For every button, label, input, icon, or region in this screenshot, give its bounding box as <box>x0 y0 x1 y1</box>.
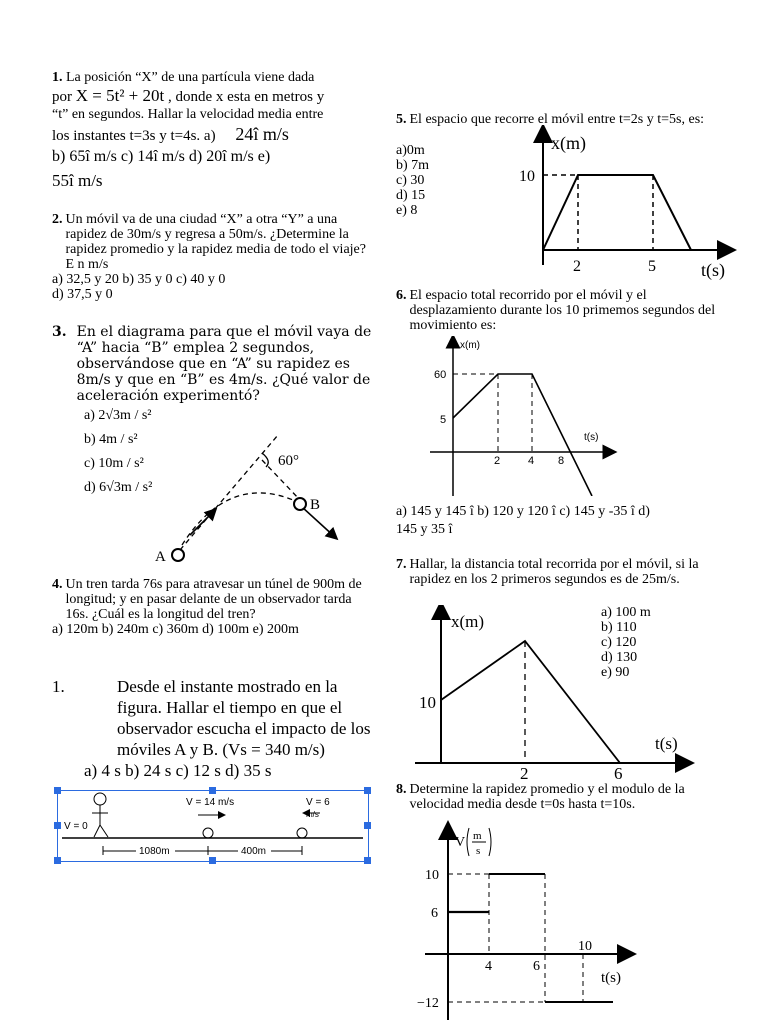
q1-formula: X = 5t² + 20t <box>75 86 165 105</box>
q-last-options: a) 4 s b) 24 s c) 12 s d) 35 s <box>84 761 272 780</box>
q3-option-a: a) 2√3m / s² <box>84 408 152 423</box>
q5-options: a)0m b) 7m c) 30 d) 15 e) 8 <box>396 143 430 218</box>
q1 <box>52 70 382 195</box>
svg-text:s: s <box>476 845 481 857</box>
q-last-number: 1. <box>52 677 65 696</box>
q8 <box>396 782 722 812</box>
q2-text: Un móvil va de una ciudad “X” a otra “Y” a una rapidez de 30m/s y regresa a 50m/s. ¿Determine la rapidez promedio y la rapidez media de todo el viaje? E n m/s <box>65 212 366 272</box>
q7-options: a) 100 m b) 110 c) 120 d) 130 e) 90 <box>601 605 651 680</box>
q3-angle-arc <box>262 453 268 467</box>
q3-point-b <box>294 498 306 510</box>
q4-number: 4. <box>52 577 63 592</box>
resize-handle-tm[interactable] <box>209 787 216 794</box>
q3-trajectory <box>182 493 300 545</box>
svg-text:V: V <box>455 835 466 850</box>
svg-text:4: 4 <box>485 959 492 974</box>
q-last <box>52 676 376 781</box>
resize-handle-bm[interactable] <box>209 857 216 864</box>
q5-text: El espacio que recorre el móvil entre t=2s y t=5s, es: <box>409 112 705 127</box>
q6-text: El espacio total recorrido por el móvil y el desplazamiento durante los 10 primemos segundos del movimiento es: <box>409 288 716 333</box>
q3-text: En el diagrama para que el móvil vaya de “A” hacia “B” emplea 2 segundos, observándose que en “A” su rapidez es 8m/s y que en “B” es 4m/s. ¿Qué valor de aceleración experimentó? <box>76 324 372 404</box>
q1-line6: 55î m/s <box>52 171 103 190</box>
svg-text:V = 14 m/s: V = 14 m/s <box>186 797 235 808</box>
svg-text:400m: 400m <box>241 846 267 857</box>
svg-text:t(s): t(s) <box>601 970 621 986</box>
svg-text:5: 5 <box>648 258 656 275</box>
q3-angle-label: 60° <box>278 453 299 469</box>
q3-number: 3. <box>52 324 67 340</box>
q6-answers: a) 145 y 145 î b) 120 y 120 î c) 145 y -35 î d) 145 y 35 î <box>396 504 650 537</box>
q1-line3: “t” en segundos. Hallar la velocidad media entre <box>52 107 324 122</box>
svg-text:m: m <box>473 830 482 842</box>
q4 <box>52 577 376 637</box>
q3-option-b: b) 4m / s² <box>84 432 138 447</box>
q-last-figure-drawing <box>58 791 368 861</box>
q7-text: Hallar, la distancia total recorrida por el móvil, si la rapidez en los 2 primeros segundos es de 25m/s. <box>409 557 699 587</box>
q1-line1: 1. La posición “X” de una partícula viene dada <box>52 70 315 85</box>
q1-line2: por X = 5t² + 20t , donde x esta en metros y <box>52 86 325 105</box>
q3-label-a: A <box>155 549 166 565</box>
q2-number: 2. <box>52 212 63 227</box>
q7 <box>396 557 722 587</box>
svg-text:1080m: 1080m <box>139 846 170 857</box>
q6-graph <box>410 336 620 496</box>
q6-number: 6. <box>396 288 407 303</box>
q3-diagram <box>150 415 370 570</box>
q1-line5: b) 65î m/s c) 14î m/s d) 20î m/s e) <box>52 148 271 165</box>
q5-graph <box>505 125 745 285</box>
svg-text:6: 6 <box>533 959 540 974</box>
resize-handle-bl[interactable] <box>54 857 61 864</box>
q3-velocity-a-arrow <box>190 510 215 535</box>
q-last-figure[interactable] <box>57 790 369 862</box>
svg-text:8: 8 <box>558 455 565 467</box>
q8-text: Determine la rapidez promedio y el modulo de la velocidad media desde t=0s hasta t=10s. <box>409 782 685 812</box>
q7-number: 7. <box>396 557 407 572</box>
svg-text:6: 6 <box>431 906 438 921</box>
svg-text:x(m): x(m) <box>460 340 480 351</box>
svg-text:x(m): x(m) <box>551 133 586 153</box>
q3 <box>52 324 374 404</box>
q1-number: 1. <box>52 70 63 85</box>
svg-text:10: 10 <box>519 168 535 185</box>
svg-text:2: 2 <box>520 764 529 783</box>
svg-text:2: 2 <box>573 258 581 275</box>
resize-handle-ml[interactable] <box>54 822 61 829</box>
svg-text:6: 6 <box>614 764 623 783</box>
svg-text:2: 2 <box>494 455 501 467</box>
q6 <box>396 288 722 333</box>
q-last-text: Desde el instante mostrado en la figura. Hallar el tiempo en que el observador escucha el impacto de los móviles A y B. (Vs = 340 m/s) <box>117 677 371 759</box>
q3-label-b: B <box>310 497 321 513</box>
q2 <box>52 212 377 302</box>
svg-text:V = 0: V = 0 <box>64 821 88 832</box>
q1-line4: los instantes t=3s y t=4s. a) 24î m/s <box>52 124 289 144</box>
q3-option-d: d) 6√3m / s² <box>84 480 153 495</box>
q8-graph <box>415 820 645 1024</box>
q7-graph <box>415 605 695 785</box>
svg-text:60: 60 <box>434 369 447 381</box>
q5-number: 5. <box>396 112 407 127</box>
q2-options-2: d) 37,5 y 0 <box>52 287 113 302</box>
svg-text:t(s): t(s) <box>584 432 599 443</box>
svg-text:V = 6: V = 6 <box>306 797 330 808</box>
q4-options: a) 120m b) 240m c) 360m d) 100m e) 200m <box>52 622 299 637</box>
resize-handle-tl[interactable] <box>54 787 61 794</box>
svg-text:10: 10 <box>578 939 592 954</box>
resize-handle-mr[interactable] <box>364 822 371 829</box>
svg-text:−12: −12 <box>417 996 439 1011</box>
svg-text:5: 5 <box>440 414 447 426</box>
q2-options-1: a) 32,5 y 20 b) 35 y 0 c) 40 y 0 <box>52 272 226 287</box>
resize-handle-br[interactable] <box>364 857 371 864</box>
svg-text:t(s): t(s) <box>701 260 725 280</box>
svg-text:10: 10 <box>419 693 436 712</box>
svg-text:4: 4 <box>528 455 535 467</box>
svg-text:x(m): x(m) <box>451 612 485 631</box>
q4-text: Un tren tarda 76s para atravesar un túnel de 900m de longitud; y en pasar delante de un observador tarda 16s. ¿Cuál es la longitud del tren? <box>65 577 362 622</box>
svg-text:m/s: m/s <box>306 810 319 819</box>
svg-text:10: 10 <box>425 868 439 883</box>
q3-point-a <box>172 549 184 561</box>
q8-number: 8. <box>396 782 407 797</box>
svg-text:t(s): t(s) <box>655 734 678 753</box>
resize-handle-tr[interactable] <box>364 787 371 794</box>
q3-option-c: c) 10m / s² <box>84 456 144 471</box>
